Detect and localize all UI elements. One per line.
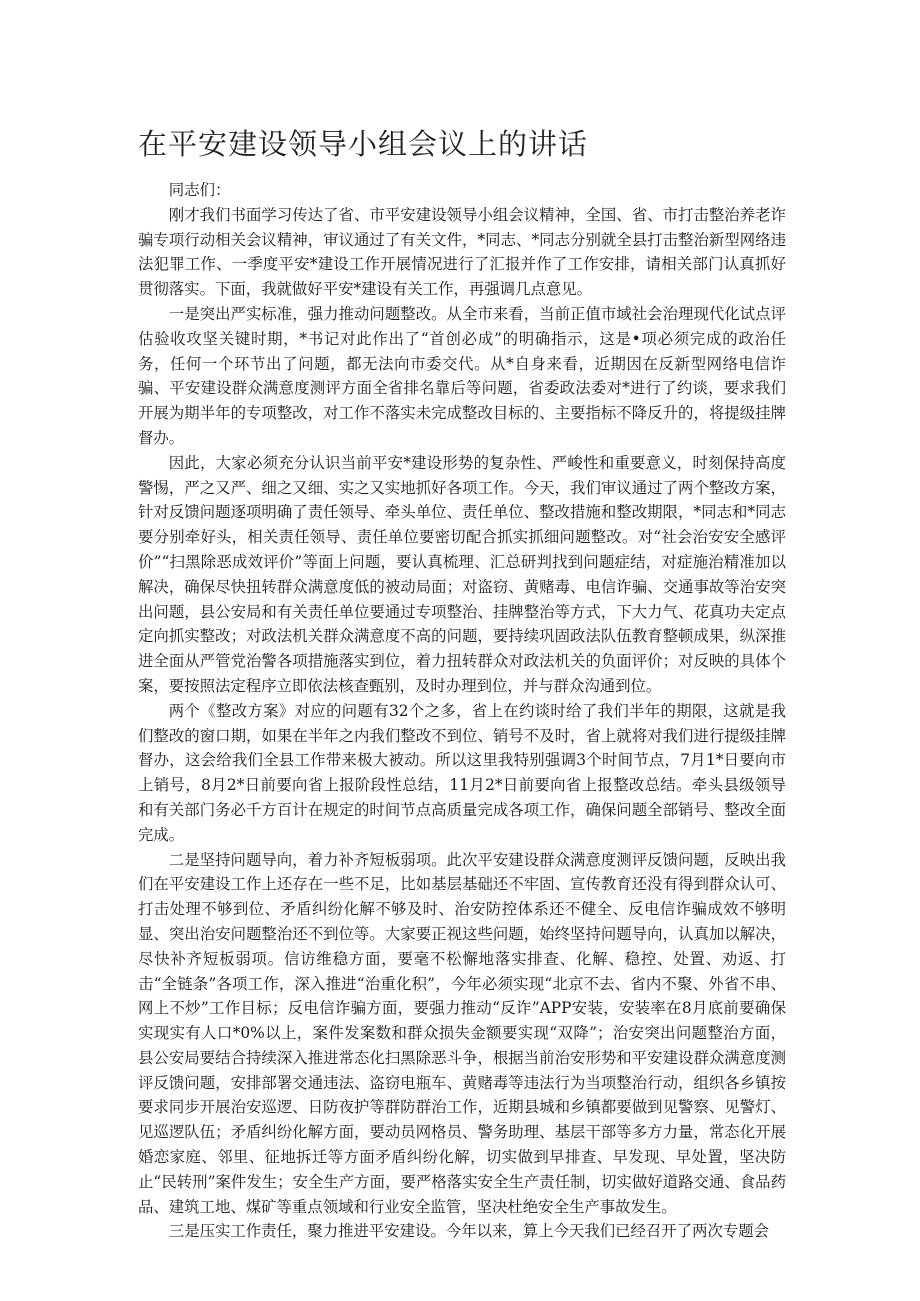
paragraph-point-two: 二是坚持问题导向，着力补齐短板弱项。此次平安建设群众满意度测评反馈问题，反映出我们在平安建设工作上还存在一些不足，比如基层基础还不牢固、宣传教育还没有得到群众认可、打击处理不够到位、矛盾纠纷化解不够及时、治安防控体系还不健全、反电信诈骗成效不够明显、突出治安问题整治还不到位等。大家要正视这些问题，始终坚持问题导向，认真加以解决，尽快补齐短板弱项。信访维稳方面，要毫不松懈地落实排查、化解、稳控、处置、劝返、打击“全链条”各项工作，深入推进“治重化积”，今年必须实现“北京不去、省内不聚、外省不串、网上不炒”工作目标；反电信诈骗方面，要强力推动“反诈”APP安装，安装率在8月底前要确保实现实有人口*0%以上，案件发案数和群众损失金额要实现“双降”；治安突出问题整治方面，县公安局要结合持续深入推进常态化扫黑除恶斗争，根据当前治安形势和平安建设群众满意度测评反馈问题，安排部署交通违法、盗窃电瓶车、黄赌毒等违法行为当项整治行动，组织各乡镇按要求同步开展治安巡逻、日防夜护等群防群治工作，近期县城和乡镇都要做到见警察、见警灯、见巡逻队伍；矛盾纠纷化解方面，要动员网格员、警务助理、基层干部等多方力量，常态化开展婚恋家庭、邻里、征地拆迁等方面矛盾纠纷化解，切实做到早排查、早发现、早处置，坚决防止“民转刑”案件发生；安全生产方面，要严格落实安全生产责任制，切实做好道路交通、食品药品、建筑工地、煤矿等重点领域和行业安全监管，坚决杜绝安全生产事故发生。 xyxy=(138,850,786,1216)
document-body xyxy=(138,178,786,1244)
paragraph-point-one: 一是突出严实标准，强力推动问题整改。从全市来看，当前正值市域社会治理现代化试点评估验收攻坚关键时期，*书记对此作出了“首创必成”的明确指示，这是•项必须完成的政治任务，任何一个环节出了问题，都无法向市委交代。从*自身来看，近期因在反新型网络电信诈骗、平安建设群众满意度测评方面全省排名靠后等问题，省委政法委对*进行了约谈，要求我们开展为期半年的专项整改，对工作不落实未完成整改目标的、主要指标不降反升的，将提级挂牌督办。 xyxy=(138,304,786,447)
document-title: 在平安建设领导小组会议上的讲话 xyxy=(138,127,589,161)
paragraph-intro: 刚才我们书面学习传达了省、市平安建设领导小组会议精神，全国、省、市打击整治养老诈骗专项行动相关会议精神，审议通过了有关文件，*同志、*同志分别就全县打击整治新型网络违法犯罪工作、一季度平安*建设工作开展情况进行了汇报并作了工作安排，请相关部门认真抓好贯彻落实。下面，我就做好平安*建设有关工作，再强调几点意见。 xyxy=(138,205,786,299)
salutation: 同志们： xyxy=(168,181,231,199)
paragraph-point-one-detail: 因此，大家必须充分认识当前平安*建设形势的复杂性、严峻性和重要意义，时刻保持高度警惕，严之又严、细之又细、实之又实地抓好各项工作。今天，我们审议通过了两个整改方案，针对反馈问题逐项明确了责任领导、牵头单位、责任单位、整改措施和整改期限，*同志和*同志要分别牵好头，相关责任领导、责任单位要密切配合抓实抓细问题整改。对“社会治安安全感评价”“扫黑除恶成效评价”等面上问题，要认真梳理、汇总研判找到问题症结，对症施治精准加以解决，确保尽快扭转群众满意度低的被动局面；对盗窃、黄赌毒、电信诈骗、交通事故等治安突出问题，县公安局和有关责任单位要通过专项整治、挂牌整治等方式，下大力气、花真功夫定点定向抓实整改；对政法机关群众满意度不高的问题，要持续巩固政法队伍教育整顿成果，纵深推进全面从严管党治警各项措施落实到位，着力扭转群众对政法机关的负面评价；对反映的具体个案，要按照法定程序立即依法核查甄别，及时办理到位，并与群众沟通到位。 xyxy=(138,453,786,695)
paragraph-point-three: 三是压实工作责任，聚力推进平安建设。今年以来，算上今天我们已经召开了两次专题会 xyxy=(168,1222,770,1241)
paragraph-deadlines: 两个《整改方案》对应的问题有32个之多，省上在约谈时给了我们半年的期限，这就是我们整改的窗口期，如果在半年之内我们整改不到位、销号不及时，省上就将对我们进行提级挂牌督办，这会给我们全县工作带来极大被动。所以这里我特别强调3个时间节点，7月1*日要向市上销号，8月2*日前要向省上报阶段性总结，11月2*日前要向省上报整改总结。牵头县级领导和有关部门务必千方百计在规定的时间节点高质量完成各项工作，确保问题全部销号、整改全面完成。 xyxy=(138,701,786,844)
